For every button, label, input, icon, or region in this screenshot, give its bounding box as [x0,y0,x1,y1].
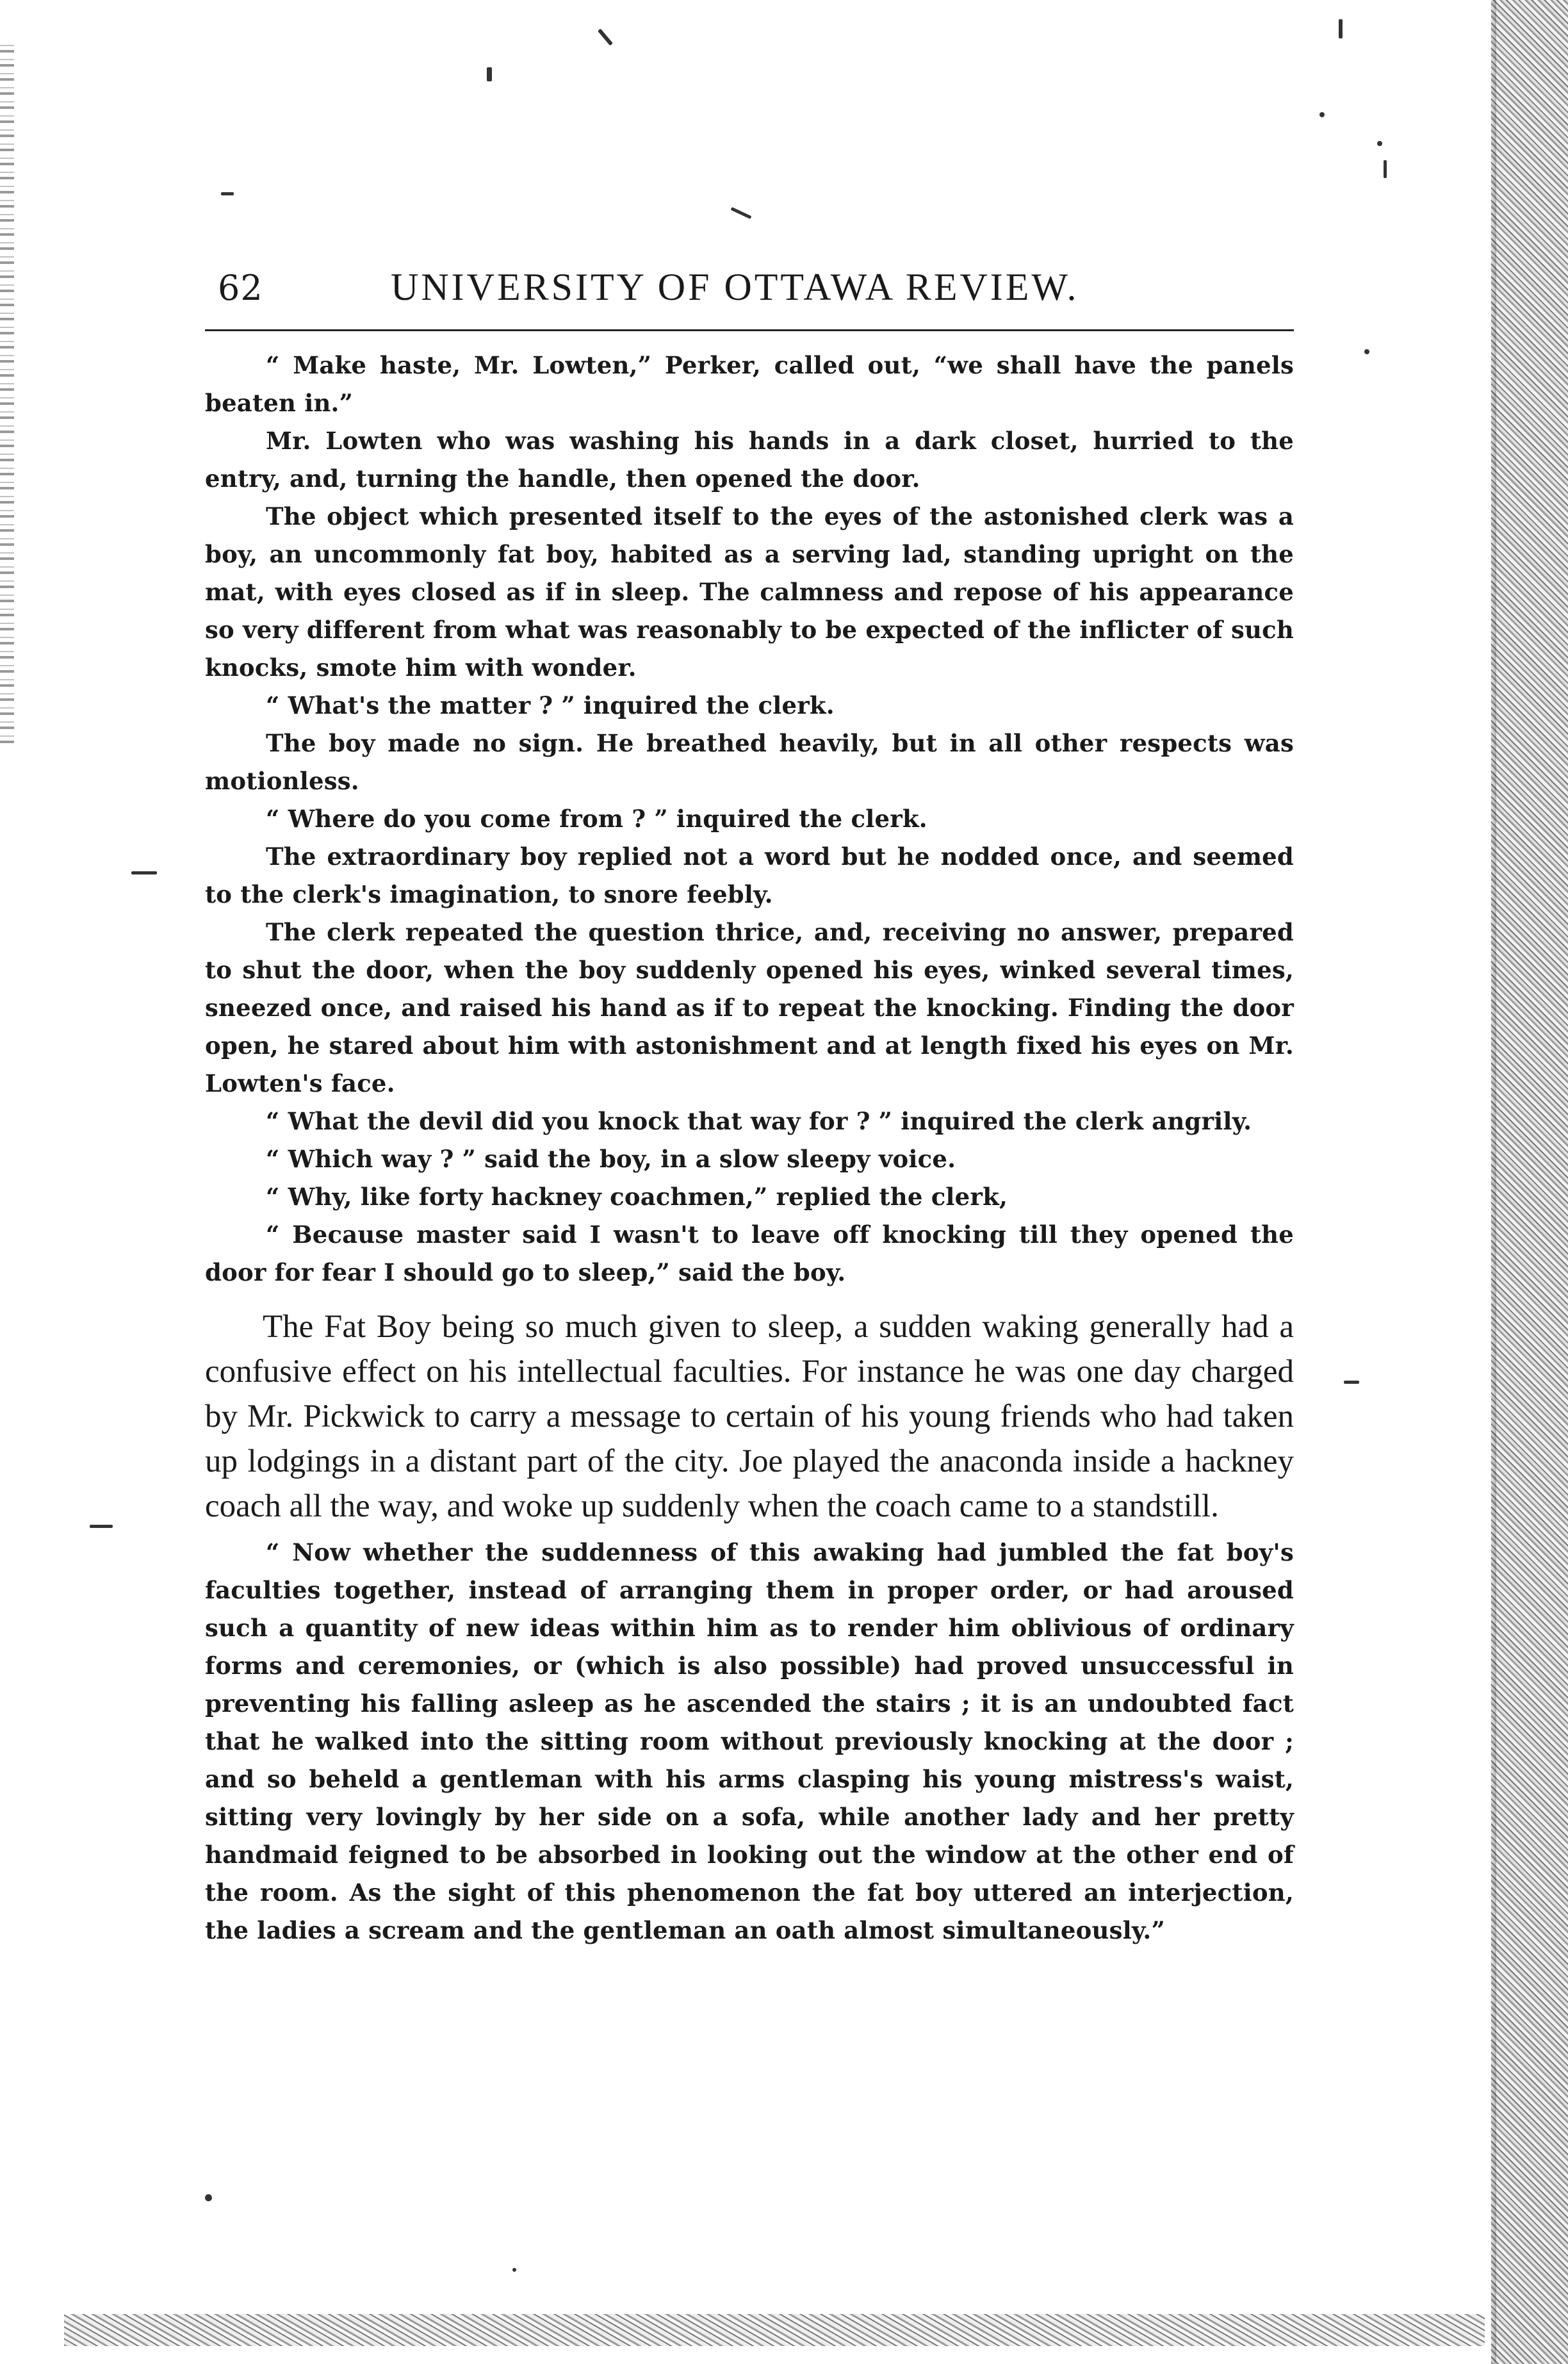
closing-quote-section [205,1534,1294,1949]
paragraph: “ Where do you come from ? ” inquired the clerk. [266,805,927,833]
scan-edge-right [1491,0,1568,2364]
paragraph: “ What the devil did you knock that way for ? ” inquired the clerk angrily. [266,1107,1252,1135]
scan-edge-left [0,38,14,743]
scan-edge-bottom [64,2314,1485,2346]
narrative-paragraph: The Fat Boy being so much given to sleep, a sudden waking generally had a confusive effect on his intellectual faculties. For instance he was one day charged by Mr. Pickwick to carry a message to certain of his young friends who had taken up lodgings in a distant part of the city. Joe played the anaconda inside a hackney coach all the way, and woke up suddenly when the coach came to a standstill. [205,1309,1294,1524]
paragraph: The object which presented itself to the eyes of the astonished clerk was a boy, an uncommonly fat boy, habited as a serving lad, standing upright on the mat, with eyes closed as if in sleep. The calmness and repose of his appearance so very different from what was reasonably to be expected of the inflicter of such knocks, smote him with wonder. [205,502,1294,682]
scan-speck [512,2268,516,2272]
scan-speck [1319,112,1325,117]
paragraph: “ Make haste, Mr. Lowten,” Perker, called out, “we shall have the panels beaten in.” [205,351,1294,417]
closing-quote: “ Now whether the suddenness of this awaking had jumbled the fat boy's faculties together, instead of arranging them in proper order, or had aroused such a quantity of new ideas within him as to render him oblivious of ordinary forms and ceremonies, or (which is also possible) had proved unsuccessful in preventing his falling asleep as he ascended the stairs ; it is an undoubted fact that he walked into the sitting room without previously knocking at the door ; and so beheld a gentleman with his arms clasping his young mistress's waist, sitting very lovingly by her side on a sofa, while another lady and her pretty handmaid feigned to be absorbed in looking out the window at the other end of the room. As the sight of this phenomenon the fat boy uttered an interjection, the ladies a scream and the gentleman an oath almost simultaneously.” [205,1538,1294,1944]
paragraph: “ Because master said I wasn't to leave off knocking till they opened the door for fear I should go to sleep,” said the boy. [205,1220,1294,1286]
paragraph: “ Why, like forty hackney coachmen,” replied the clerk, [266,1183,1008,1211]
scan-speck [1384,160,1387,178]
journal-title: UNIVERSITY OF OTTAWA REVIEW. [391,266,1079,308]
paragraph: The extraordinary boy replied not a word but he nodded once, and seemed to the clerk's imagination, to snore feebly. [205,842,1294,908]
dialogue-section [205,347,1294,1292]
paragraph: The boy made no sign. He breathed heavily, but in all other respects was motionless. [205,729,1294,795]
scan-speck [1377,141,1382,146]
scan-speck [1364,349,1369,354]
scan-edge-shadow [1490,0,1496,2364]
scan-speck [598,29,613,46]
scan-speck [1344,1381,1359,1384]
scan-speck [221,192,234,195]
scan-speck [1339,19,1343,38]
scan-speck [487,67,492,81]
paragraph: Mr. Lowten who was washing his hands in a dark closet, hurried to the entry, and, turning the handle, then opened the door. [205,427,1294,493]
paragraph: The clerk repeated the question thrice, and, receiving no answer, prepared to shut the door, when the boy suddenly opened his eyes, winked several times, sneezed once, and raised his hand as if to repeat the knocking. Finding the door open, he stared about him with astonishment and at length fixed his eyes on Mr. Lowten's face. [205,918,1294,1097]
page [205,263,1294,1949]
scan-speck [205,2194,212,2201]
scan-speck [90,1525,113,1528]
scan-speck [131,871,157,874]
narrative-section [205,1304,1294,1529]
paragraph: “ Which way ? ” said the boy, in a slow sleepy voice. [266,1145,956,1173]
page-number: 62 [218,268,263,308]
running-head [205,263,1294,320]
header-rule [205,329,1294,331]
scan-speck [731,207,752,219]
paragraph: “ What's the matter ? ” inquired the clerk. [266,691,835,719]
